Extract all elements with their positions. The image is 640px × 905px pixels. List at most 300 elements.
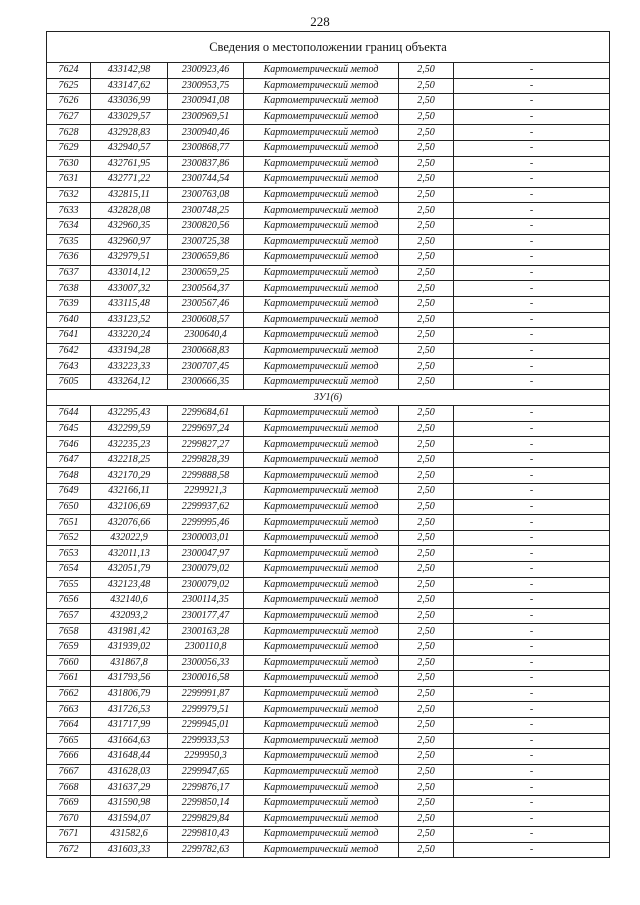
table-row bbox=[47, 265, 610, 281]
description-cell: - bbox=[454, 281, 610, 297]
point-number-cell: 7633 bbox=[47, 203, 91, 219]
coord-y-cell: 2299828,39 bbox=[168, 452, 244, 468]
coord-y-cell: 2300940,46 bbox=[168, 125, 244, 141]
coord-y-cell: 2300177,47 bbox=[168, 608, 244, 624]
description-cell: - bbox=[454, 296, 610, 312]
table-row bbox=[47, 374, 610, 390]
table-row bbox=[47, 562, 610, 578]
point-number-cell: 7672 bbox=[47, 842, 91, 858]
method-cell: Картометрический метод bbox=[244, 608, 399, 624]
method-cell: Картометрический метод bbox=[244, 250, 399, 266]
description-cell: - bbox=[454, 343, 610, 359]
coord-x-cell: 432106,69 bbox=[91, 499, 168, 515]
coord-y-cell: 2299782,63 bbox=[168, 842, 244, 858]
point-number-cell: 7668 bbox=[47, 780, 91, 796]
method-cell: Картометрический метод bbox=[244, 702, 399, 718]
description-cell: - bbox=[454, 78, 610, 94]
coord-y-cell: 2299829,84 bbox=[168, 811, 244, 827]
coord-y-cell: 2300837,86 bbox=[168, 156, 244, 172]
coord-x-cell: 432828,08 bbox=[91, 203, 168, 219]
point-number-cell: 7631 bbox=[47, 172, 91, 188]
coord-x-cell: 433194,28 bbox=[91, 343, 168, 359]
coord-x-cell: 432051,79 bbox=[91, 562, 168, 578]
coord-y-cell: 2299876,17 bbox=[168, 780, 244, 796]
coord-x-cell: 432815,11 bbox=[91, 187, 168, 203]
table-title: Сведения о местоположении границ объекта bbox=[47, 32, 610, 63]
point-number-cell: 7630 bbox=[47, 156, 91, 172]
coord-x-cell: 431637,29 bbox=[91, 780, 168, 796]
coord-y-cell: 2300820,56 bbox=[168, 218, 244, 234]
accuracy-cell: 2,50 bbox=[399, 172, 454, 188]
table-row bbox=[47, 94, 610, 110]
accuracy-cell: 2,50 bbox=[399, 515, 454, 531]
accuracy-cell: 2,50 bbox=[399, 717, 454, 733]
accuracy-cell: 2,50 bbox=[399, 468, 454, 484]
description-cell: - bbox=[454, 515, 610, 531]
description-cell: - bbox=[454, 218, 610, 234]
description-cell: - bbox=[454, 156, 610, 172]
method-cell: Картометрический метод bbox=[244, 296, 399, 312]
point-number-cell: 7635 bbox=[47, 234, 91, 250]
table-row bbox=[47, 203, 610, 219]
method-cell: Картометрический метод bbox=[244, 686, 399, 702]
coord-x-cell: 432771,22 bbox=[91, 172, 168, 188]
coord-x-cell: 432960,35 bbox=[91, 218, 168, 234]
coord-x-cell: 433223,33 bbox=[91, 359, 168, 375]
point-number-cell: 7637 bbox=[47, 265, 91, 281]
accuracy-cell: 2,50 bbox=[399, 250, 454, 266]
coord-y-cell: 2300744,54 bbox=[168, 172, 244, 188]
description-cell: - bbox=[454, 452, 610, 468]
description-cell: - bbox=[454, 421, 610, 437]
coord-y-cell: 2300016,58 bbox=[168, 671, 244, 687]
accuracy-cell: 2,50 bbox=[399, 265, 454, 281]
point-number-cell: 7647 bbox=[47, 452, 91, 468]
accuracy-cell: 2,50 bbox=[399, 94, 454, 110]
table-row bbox=[47, 733, 610, 749]
accuracy-cell: 2,50 bbox=[399, 499, 454, 515]
coord-y-cell: 2300868,77 bbox=[168, 140, 244, 156]
description-cell: - bbox=[454, 125, 610, 141]
description-cell: - bbox=[454, 359, 610, 375]
point-number-cell: 7669 bbox=[47, 795, 91, 811]
coord-x-cell: 432011,13 bbox=[91, 546, 168, 562]
coord-x-cell: 431726,53 bbox=[91, 702, 168, 718]
description-cell: - bbox=[454, 484, 610, 500]
point-number-cell: 7649 bbox=[47, 484, 91, 500]
coord-y-cell: 2300567,46 bbox=[168, 296, 244, 312]
table-row bbox=[47, 250, 610, 266]
coord-x-cell: 433220,24 bbox=[91, 328, 168, 344]
coord-y-cell: 2299937,62 bbox=[168, 499, 244, 515]
description-cell: - bbox=[454, 608, 610, 624]
coord-y-cell: 2300003,01 bbox=[168, 530, 244, 546]
method-cell: Картометрический метод bbox=[244, 234, 399, 250]
table-row bbox=[47, 811, 610, 827]
coord-y-cell: 2299697,24 bbox=[168, 421, 244, 437]
description-cell: - bbox=[454, 250, 610, 266]
method-cell: Картометрический метод bbox=[244, 109, 399, 125]
coord-y-cell: 2300953,75 bbox=[168, 78, 244, 94]
coord-y-cell: 2299995,46 bbox=[168, 515, 244, 531]
coord-y-cell: 2299684,61 bbox=[168, 406, 244, 422]
accuracy-cell: 2,50 bbox=[399, 156, 454, 172]
point-number-cell: 7605 bbox=[47, 374, 91, 390]
coord-x-cell: 431594,07 bbox=[91, 811, 168, 827]
accuracy-cell: 2,50 bbox=[399, 608, 454, 624]
accuracy-cell: 2,50 bbox=[399, 125, 454, 141]
coord-x-cell: 432235,23 bbox=[91, 437, 168, 453]
table-row bbox=[47, 515, 610, 531]
method-cell: Картометрический метод bbox=[244, 281, 399, 297]
point-number-cell: 7638 bbox=[47, 281, 91, 297]
method-cell: Картометрический метод bbox=[244, 795, 399, 811]
point-number-cell: 7641 bbox=[47, 328, 91, 344]
point-number-cell: 7627 bbox=[47, 109, 91, 125]
table-row bbox=[47, 312, 610, 328]
table-row bbox=[47, 639, 610, 655]
coord-x-cell: 433036,99 bbox=[91, 94, 168, 110]
method-cell: Картометрический метод bbox=[244, 499, 399, 515]
coord-y-cell: 2299933,53 bbox=[168, 733, 244, 749]
method-cell: Картометрический метод bbox=[244, 328, 399, 344]
method-cell: Картометрический метод bbox=[244, 125, 399, 141]
accuracy-cell: 2,50 bbox=[399, 686, 454, 702]
coord-y-cell: 2300941,08 bbox=[168, 94, 244, 110]
description-cell: - bbox=[454, 671, 610, 687]
accuracy-cell: 2,50 bbox=[399, 780, 454, 796]
point-number-cell: 7652 bbox=[47, 530, 91, 546]
method-cell: Картометрический метод bbox=[244, 203, 399, 219]
description-cell: - bbox=[454, 140, 610, 156]
coord-y-cell: 2299810,43 bbox=[168, 827, 244, 843]
table-row bbox=[47, 234, 610, 250]
page-number: 228 bbox=[310, 14, 330, 29]
table-row bbox=[47, 125, 610, 141]
description-cell: - bbox=[454, 406, 610, 422]
description-cell: - bbox=[454, 499, 610, 515]
description-cell: - bbox=[454, 234, 610, 250]
table-row bbox=[47, 140, 610, 156]
method-cell: Картометрический метод bbox=[244, 421, 399, 437]
description-cell: - bbox=[454, 842, 610, 858]
coord-y-cell: 2300079,02 bbox=[168, 562, 244, 578]
table-row bbox=[47, 172, 610, 188]
table-row bbox=[47, 686, 610, 702]
point-number-cell: 7629 bbox=[47, 140, 91, 156]
description-cell: - bbox=[454, 795, 610, 811]
coord-x-cell: 433264,12 bbox=[91, 374, 168, 390]
method-cell: Картометрический метод bbox=[244, 172, 399, 188]
coord-y-cell: 2300748,25 bbox=[168, 203, 244, 219]
coord-x-cell: 432299,59 bbox=[91, 421, 168, 437]
description-cell: - bbox=[454, 733, 610, 749]
table-row bbox=[47, 359, 610, 375]
method-cell: Картометрический метод bbox=[244, 546, 399, 562]
method-cell: Картометрический метод bbox=[244, 452, 399, 468]
table-row bbox=[47, 655, 610, 671]
point-number-cell: 7653 bbox=[47, 546, 91, 562]
table-title-row bbox=[47, 32, 610, 63]
table-row bbox=[47, 406, 610, 422]
table-row bbox=[47, 218, 610, 234]
method-cell: Картометрический метод bbox=[244, 94, 399, 110]
point-number-cell: 7643 bbox=[47, 359, 91, 375]
method-cell: Картометрический метод bbox=[244, 187, 399, 203]
coord-x-cell: 432928,83 bbox=[91, 125, 168, 141]
point-number-cell: 7645 bbox=[47, 421, 91, 437]
table-row bbox=[47, 608, 610, 624]
method-cell: Картометрический метод bbox=[244, 437, 399, 453]
table-row bbox=[47, 702, 610, 718]
coord-y-cell: 2300659,25 bbox=[168, 265, 244, 281]
point-number-cell: 7628 bbox=[47, 125, 91, 141]
coord-x-cell: 432218,25 bbox=[91, 452, 168, 468]
method-cell: Картометрический метод bbox=[244, 484, 399, 500]
method-cell: Картометрический метод bbox=[244, 63, 399, 79]
method-cell: Картометрический метод bbox=[244, 312, 399, 328]
point-number-cell: 7655 bbox=[47, 577, 91, 593]
boundary-coordinates-table bbox=[46, 31, 610, 858]
point-number-cell: 7636 bbox=[47, 250, 91, 266]
method-cell: Картометрический метод bbox=[244, 468, 399, 484]
point-number-cell: 7648 bbox=[47, 468, 91, 484]
accuracy-cell: 2,50 bbox=[399, 562, 454, 578]
method-cell: Картометрический метод bbox=[244, 265, 399, 281]
point-number-cell: 7626 bbox=[47, 94, 91, 110]
coord-x-cell: 432761,95 bbox=[91, 156, 168, 172]
coord-x-cell: 433014,12 bbox=[91, 265, 168, 281]
point-number-cell: 7639 bbox=[47, 296, 91, 312]
point-number-cell: 7644 bbox=[47, 406, 91, 422]
table-row bbox=[47, 717, 610, 733]
coord-x-cell: 433147,62 bbox=[91, 78, 168, 94]
accuracy-cell: 2,50 bbox=[399, 484, 454, 500]
accuracy-cell: 2,50 bbox=[399, 109, 454, 125]
accuracy-cell: 2,50 bbox=[399, 406, 454, 422]
accuracy-cell: 2,50 bbox=[399, 624, 454, 640]
method-cell: Картометрический метод bbox=[244, 733, 399, 749]
description-cell: - bbox=[454, 546, 610, 562]
method-cell: Картометрический метод bbox=[244, 827, 399, 843]
accuracy-cell: 2,50 bbox=[399, 234, 454, 250]
coord-y-cell: 2299827,27 bbox=[168, 437, 244, 453]
point-number-cell: 7657 bbox=[47, 608, 91, 624]
accuracy-cell: 2,50 bbox=[399, 764, 454, 780]
accuracy-cell: 2,50 bbox=[399, 452, 454, 468]
point-number-cell: 7670 bbox=[47, 811, 91, 827]
method-cell: Картометрический метод bbox=[244, 343, 399, 359]
table-row bbox=[47, 156, 610, 172]
description-cell: - bbox=[454, 530, 610, 546]
method-cell: Картометрический метод bbox=[244, 140, 399, 156]
coord-x-cell: 433007,32 bbox=[91, 281, 168, 297]
coord-x-cell: 431664,63 bbox=[91, 733, 168, 749]
description-cell: - bbox=[454, 717, 610, 733]
accuracy-cell: 2,50 bbox=[399, 655, 454, 671]
description-cell: - bbox=[454, 655, 610, 671]
coord-x-cell: 432093,2 bbox=[91, 608, 168, 624]
table-row bbox=[47, 421, 610, 437]
coord-x-cell: 432076,66 bbox=[91, 515, 168, 531]
accuracy-cell: 2,50 bbox=[399, 811, 454, 827]
accuracy-cell: 2,50 bbox=[399, 671, 454, 687]
description-cell: - bbox=[454, 187, 610, 203]
description-cell: - bbox=[454, 577, 610, 593]
table-row bbox=[47, 827, 610, 843]
description-cell: - bbox=[454, 780, 610, 796]
accuracy-cell: 2,50 bbox=[399, 374, 454, 390]
coord-y-cell: 2300047,97 bbox=[168, 546, 244, 562]
point-number-cell: 7650 bbox=[47, 499, 91, 515]
coord-y-cell: 2300640,4 bbox=[168, 328, 244, 344]
coord-y-cell: 2300923,46 bbox=[168, 63, 244, 79]
method-cell: Картометрический метод bbox=[244, 764, 399, 780]
table-row bbox=[47, 437, 610, 453]
method-cell: Картометрический метод bbox=[244, 593, 399, 609]
coord-y-cell: 2300056,33 bbox=[168, 655, 244, 671]
accuracy-cell: 2,50 bbox=[399, 530, 454, 546]
point-number-cell: 7646 bbox=[47, 437, 91, 453]
table-row bbox=[47, 78, 610, 94]
description-cell: - bbox=[454, 624, 610, 640]
point-number-cell: 7665 bbox=[47, 733, 91, 749]
accuracy-cell: 2,50 bbox=[399, 296, 454, 312]
method-cell: Картометрический метод bbox=[244, 780, 399, 796]
description-cell: - bbox=[454, 639, 610, 655]
table-row bbox=[47, 764, 610, 780]
point-number-cell: 7660 bbox=[47, 655, 91, 671]
coord-x-cell: 433142,98 bbox=[91, 63, 168, 79]
description-cell: - bbox=[454, 109, 610, 125]
coord-y-cell: 2300659,86 bbox=[168, 250, 244, 266]
point-number-cell: 7624 bbox=[47, 63, 91, 79]
coord-y-cell: 2300707,45 bbox=[168, 359, 244, 375]
coord-x-cell: 433115,48 bbox=[91, 296, 168, 312]
method-cell: Картометрический метод bbox=[244, 406, 399, 422]
description-cell: - bbox=[454, 203, 610, 219]
description-cell: - bbox=[454, 702, 610, 718]
coord-y-cell: 2300163,28 bbox=[168, 624, 244, 640]
coord-x-cell: 431590,98 bbox=[91, 795, 168, 811]
section-label: ЗУ1(6) bbox=[47, 390, 610, 406]
table-row bbox=[47, 577, 610, 593]
table-body bbox=[47, 32, 610, 858]
coord-y-cell: 2299979,51 bbox=[168, 702, 244, 718]
section-row bbox=[47, 390, 610, 406]
method-cell: Картометрический метод bbox=[244, 374, 399, 390]
point-number-cell: 7663 bbox=[47, 702, 91, 718]
point-number-cell: 7642 bbox=[47, 343, 91, 359]
table-row bbox=[47, 109, 610, 125]
accuracy-cell: 2,50 bbox=[399, 749, 454, 765]
coord-x-cell: 431582,6 bbox=[91, 827, 168, 843]
accuracy-cell: 2,50 bbox=[399, 827, 454, 843]
point-number-cell: 7666 bbox=[47, 749, 91, 765]
method-cell: Картометрический метод bbox=[244, 156, 399, 172]
accuracy-cell: 2,50 bbox=[399, 359, 454, 375]
table-row bbox=[47, 530, 610, 546]
coord-y-cell: 2300666,35 bbox=[168, 374, 244, 390]
table-row bbox=[47, 671, 610, 687]
coord-x-cell: 432166,11 bbox=[91, 484, 168, 500]
description-cell: - bbox=[454, 811, 610, 827]
method-cell: Картометрический метод bbox=[244, 811, 399, 827]
description-cell: - bbox=[454, 312, 610, 328]
coord-y-cell: 2300608,57 bbox=[168, 312, 244, 328]
table-row bbox=[47, 484, 610, 500]
method-cell: Картометрический метод bbox=[244, 359, 399, 375]
accuracy-cell: 2,50 bbox=[399, 78, 454, 94]
point-number-cell: 7662 bbox=[47, 686, 91, 702]
method-cell: Картометрический метод bbox=[244, 624, 399, 640]
coord-y-cell: 2300110,8 bbox=[168, 639, 244, 655]
table-row bbox=[47, 343, 610, 359]
accuracy-cell: 2,50 bbox=[399, 546, 454, 562]
accuracy-cell: 2,50 bbox=[399, 795, 454, 811]
coord-y-cell: 2300114,35 bbox=[168, 593, 244, 609]
point-number-cell: 7671 bbox=[47, 827, 91, 843]
coord-y-cell: 2299850,14 bbox=[168, 795, 244, 811]
point-number-cell: 7634 bbox=[47, 218, 91, 234]
coord-x-cell: 432295,43 bbox=[91, 406, 168, 422]
table-row bbox=[47, 468, 610, 484]
method-cell: Картометрический метод bbox=[244, 78, 399, 94]
description-cell: - bbox=[454, 172, 610, 188]
description-cell: - bbox=[454, 265, 610, 281]
table-row bbox=[47, 593, 610, 609]
description-cell: - bbox=[454, 562, 610, 578]
coord-y-cell: 2300079,02 bbox=[168, 577, 244, 593]
coord-x-cell: 432170,29 bbox=[91, 468, 168, 484]
coord-x-cell: 431717,99 bbox=[91, 717, 168, 733]
method-cell: Картометрический метод bbox=[244, 530, 399, 546]
description-cell: - bbox=[454, 593, 610, 609]
table-row bbox=[47, 63, 610, 79]
table-row bbox=[47, 452, 610, 468]
method-cell: Картометрический метод bbox=[244, 842, 399, 858]
accuracy-cell: 2,50 bbox=[399, 437, 454, 453]
coord-x-cell: 433029,57 bbox=[91, 109, 168, 125]
coord-x-cell: 432140,6 bbox=[91, 593, 168, 609]
method-cell: Картометрический метод bbox=[244, 577, 399, 593]
coord-y-cell: 2300668,83 bbox=[168, 343, 244, 359]
description-cell: - bbox=[454, 437, 610, 453]
description-cell: - bbox=[454, 63, 610, 79]
coord-x-cell: 431628,03 bbox=[91, 764, 168, 780]
accuracy-cell: 2,50 bbox=[399, 733, 454, 749]
accuracy-cell: 2,50 bbox=[399, 842, 454, 858]
coord-y-cell: 2299991,87 bbox=[168, 686, 244, 702]
coord-y-cell: 2299947,65 bbox=[168, 764, 244, 780]
point-number-cell: 7664 bbox=[47, 717, 91, 733]
point-number-cell: 7667 bbox=[47, 764, 91, 780]
accuracy-cell: 2,50 bbox=[399, 187, 454, 203]
method-cell: Картометрический метод bbox=[244, 749, 399, 765]
method-cell: Картометрический метод bbox=[244, 717, 399, 733]
accuracy-cell: 2,50 bbox=[399, 312, 454, 328]
description-cell: - bbox=[454, 686, 610, 702]
accuracy-cell: 2,50 bbox=[399, 593, 454, 609]
accuracy-cell: 2,50 bbox=[399, 328, 454, 344]
point-number-cell: 7654 bbox=[47, 562, 91, 578]
coord-y-cell: 2300763,08 bbox=[168, 187, 244, 203]
accuracy-cell: 2,50 bbox=[399, 639, 454, 655]
point-number-cell: 7656 bbox=[47, 593, 91, 609]
method-cell: Картометрический метод bbox=[244, 515, 399, 531]
coord-x-cell: 432940,57 bbox=[91, 140, 168, 156]
coord-x-cell: 431939,02 bbox=[91, 639, 168, 655]
